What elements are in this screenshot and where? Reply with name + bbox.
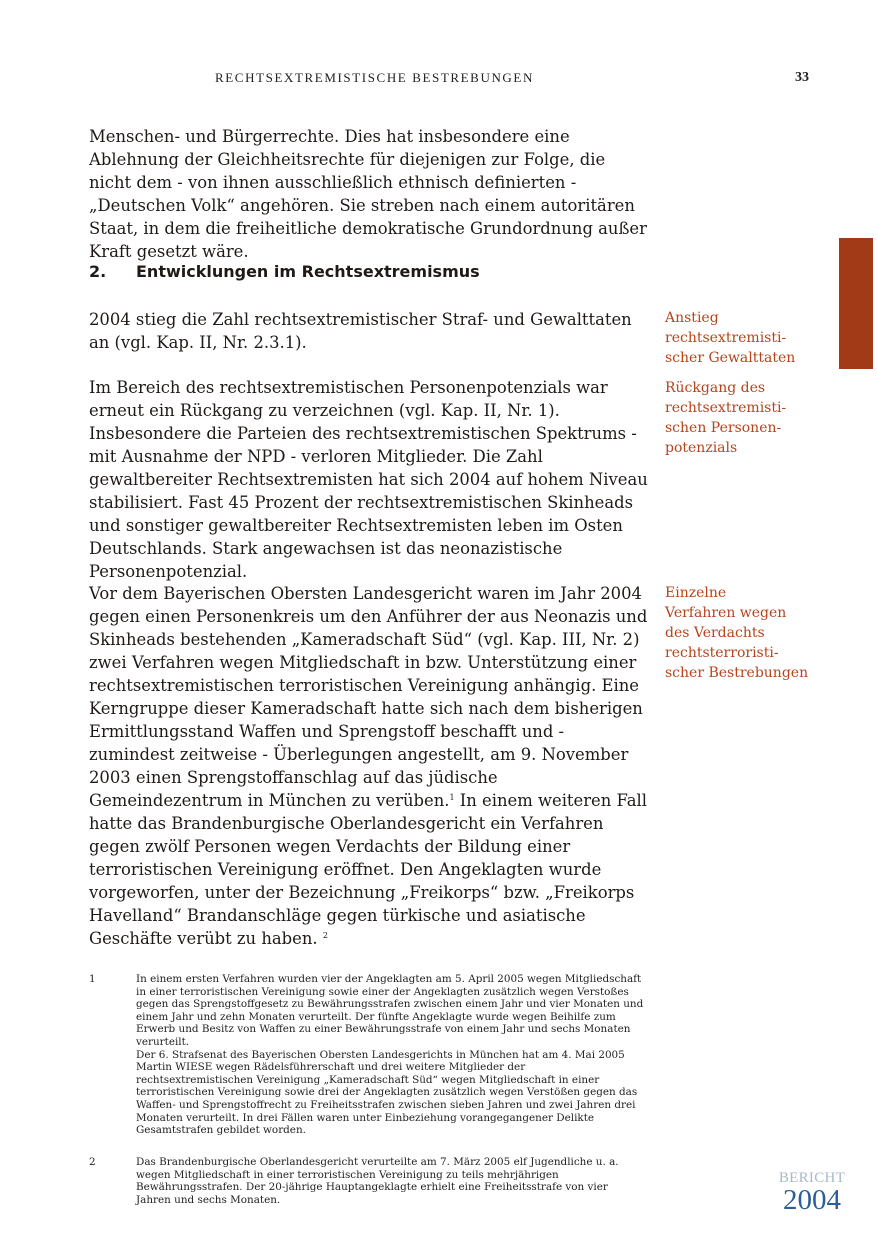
footnote-1 [89, 973, 645, 1137]
footnote-paragraph: Der 6. Strafsenat des Bayerischen Obersten Landesgerichts in München hat am 4. Mai 2005 Martin WIESE wegen Rädelsführerschaft und drei weitere Mitglieder der rechtsextremistischen Vereinigung „Kameradschaft Süd“ wegen Mitgliedschaft in einer terroristischen Vereinigung sowie drei der Angeklagten zusätzlich wegen Verstößen gegen das Waffen- und Sprengstoffrecht zu Freiheitsstrafen zwischen sieben Jahren und zwei Jahren drei Monaten verurteilt. In drei Fällen waren unter Einbeziehung vorangegangener Delikte Gesamtstrafen gebildet worden. [136, 1048, 638, 1137]
running-header-title: RECHTSEXTREMISTISCHE BESTREBUNGEN [215, 70, 534, 85]
footnote-number: 1 [89, 973, 96, 985]
report-logo-word: BERICHT [778, 1170, 846, 1186]
section-number: 2. [89, 262, 107, 281]
margin-note-potential: Rückgang des rechtsextremisti- schen Personen- potenzials [665, 380, 787, 456]
body-paragraph-intro: Menschen- und Bürgerrechte. Dies hat insbesondere eine Ablehnung der Gleichheitsrechte für diejenigen zur Folge, die nicht dem - von ihnen ausschließlich ethnisch definierten - „Deutschen Volk“ angehören. Sie streben nach einem autoritären Staat, in dem die freiheitliche demokratische Grundordnung außer Kraft gesetzt wäre. [89, 127, 647, 261]
section-heading [89, 262, 480, 281]
body-paragraph-proceedings [89, 582, 649, 950]
chapter-tab-marker [839, 238, 873, 369]
section-title: Entwicklungen im Rechtsextremismus [136, 262, 480, 281]
page-number: 33 [795, 70, 809, 85]
margin-note-violence: Anstieg rechtsextremisti- scher Gewalttaten [665, 310, 796, 366]
footnote-paragraph: Das Brandenburgische Oberlandesgericht verurteilte am 7. März 2005 elf Jugendliche u. a. wegen Mitgliedschaft in einer terroristischen Vereinigung zu teils mehrjährigen Bewährungsstrafen. Der 20-jährige Hauptangeklagte erhielt eine Freiheitsstrafe von vier Jahren und sechs Monaten. [136, 1156, 619, 1206]
body-paragraph-potential: Im Bereich des rechtsextremistischen Personenpotenzials war erneut ein Rückgang zu verzeichnen (vgl. Kap. II, Nr. 1). Insbesondere die Parteien des rechtsextremistischen Spektrums - mit Ausnahme der NPD - verloren Mitglieder. Die Zahl gewaltbereiter Rechtsextremisten hat sich 2004 auf hohem Niveau stabilisiert. Fast 45 Prozent der rechtsextremistischen Skinheads und sonstiger gewaltbereiter Rechtsextremisten leben im Osten Deutschlands. Stark angewachsen ist das neonazistische Personenpotenzial. [89, 378, 648, 581]
body-paragraph-violence: 2004 stieg die Zahl rechtsextremistischer Straf- und Gewalttaten an (vgl. Kap. II, Nr. 2.3.1). [89, 310, 632, 352]
footnote-text [136, 1156, 645, 1206]
report-logo [776, 1170, 848, 1214]
footnote-paragraph: In einem ersten Verfahren wurden vier der Angeklagten am 5. April 2005 wegen Mitgliedschaft in einer terroristischen Vereinigung sowie einer der Angeklagten zusätzlich wegen Verstoßes gegen das Sprengstoffgesetz zu Bewährungsstrafen zwischen einem Jahr und vier Monaten und einem Jahr und zehn Monaten verurteilt. Der fünfte Angeklagte wurde wegen Beihilfe zum Erwerb und Besitz von Waffen zu einer Bewährungsstrafe von einem Jahr und sechs Monaten verurteilt. [136, 973, 644, 1048]
footnote-reference-1[interactable]: 1 [449, 793, 455, 802]
margin-note-proceedings: Einzelne Verfahren wegen des Verdachts rechtsterroristi- scher Bestrebungen [665, 585, 809, 681]
footnote-reference-2[interactable]: 2 [322, 931, 328, 940]
footnote-2 [89, 1156, 645, 1206]
report-logo-year: 2004 [783, 1184, 841, 1216]
proceedings-text-part-2: In einem weiteren Fall hatte das Brandenburgische Oberlandesgericht ein Verfahren gegen zwölf Personen wegen Verdachts der Bildung einer terroristischen Vereinigung eröffnet. Den Angeklagten wurde vorgeworfen, unter der Bezeichnung „Freikorps“ bzw. „Freikorps Havelland“ Brandanschläge gegen türkische und asiatische Geschäfte verübt zu haben. [89, 791, 648, 948]
proceedings-text-part-1: Vor dem Bayerischen Obersten Landesgericht waren im Jahr 2004 gegen einen Personenkreis um den Anführer der aus Neonazis und Skinheads bestehenden „Kameradschaft Süd“ (vgl. Kap. III, Nr. 2) zwei Verfahren wegen Mitgliedschaft in bzw. Unterstützung einer rechtsextremistischen terroristischen Vereinigung anhängig. Eine Kerngruppe dieser Kameradschaft hatte sich nach dem bisherigen Ermittlungsstand Waffen und Sprengstoff beschafft und - zumindest zeitweise - Überlegungen angestellt, am 9. November 2003 einen Sprengstoffanschlag auf das jüdische Gemeindezentrum in München zu verüben. [89, 584, 648, 810]
footnote-number: 2 [89, 1156, 96, 1168]
footnote-text [136, 973, 645, 1137]
